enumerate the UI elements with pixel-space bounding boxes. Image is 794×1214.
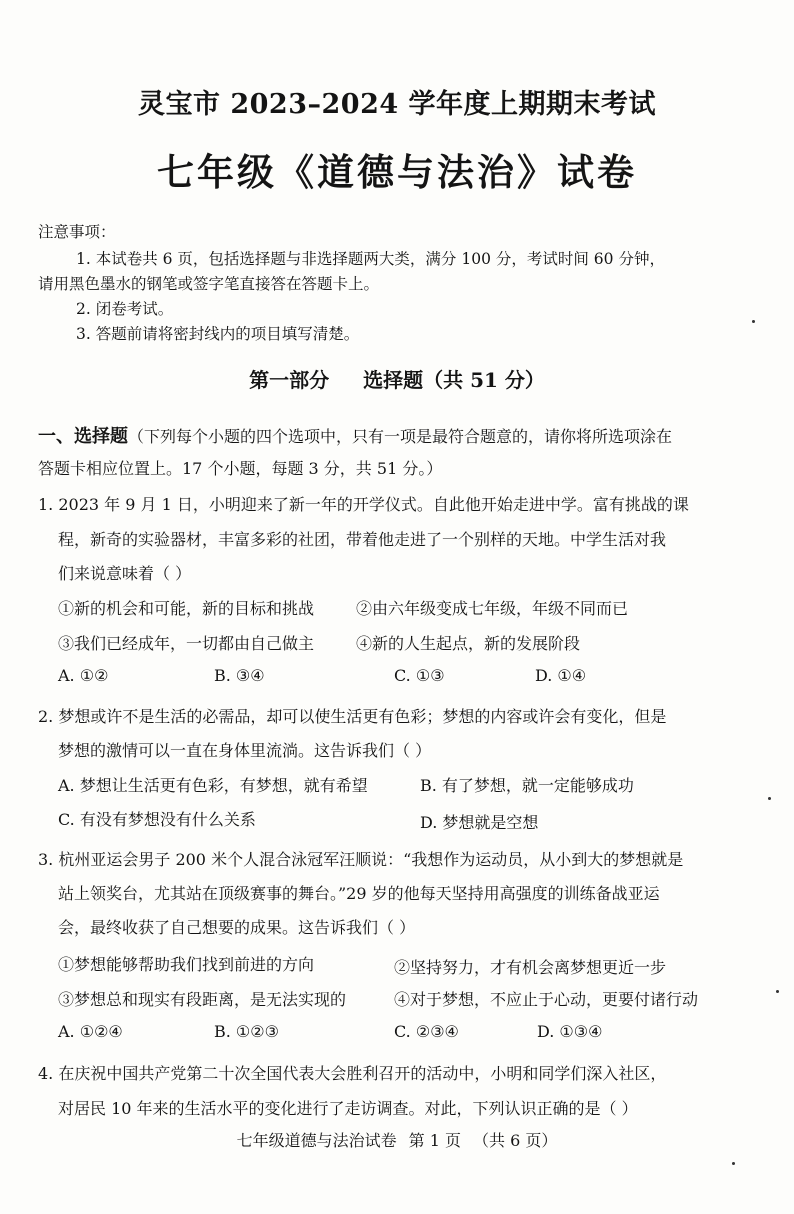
- q2-line-2: 梦想的激情可以一直在身体里流淌。这告诉我们（ ）: [58, 741, 432, 760]
- q2-option-c: C. 有没有梦想没有什么关系: [58, 810, 256, 829]
- q3-statement-4: ④对于梦想，不应止于心动，更要付诸行动: [394, 990, 699, 1009]
- q1-option-c: C. ①③: [394, 666, 445, 685]
- q3-option-d: D. ①③④: [537, 1022, 603, 1041]
- instructions-line-1: [38, 422, 672, 448]
- q3-option-c: C. ②③④: [394, 1022, 459, 1041]
- instructions-line-2: 答题卡相应位置上。17 个小题，每题 3 分，共 51 分。）: [38, 459, 443, 478]
- q3-statement-1: ①梦想能够帮助我们找到前进的方向: [58, 955, 315, 974]
- q3-statement-3: ③梦想总和现实有段距离，是无法实现的: [58, 990, 347, 1009]
- footer-page-number: 第 1 页: [408, 1131, 461, 1150]
- notice-item-2: 2. 闭卷考试。: [76, 300, 174, 318]
- notice-item-1-line-2: 请用黑色墨水的钢笔或签字笔直接答在答题卡上。: [38, 275, 380, 293]
- section-name: 选择题（共 51 分）: [363, 368, 545, 392]
- q1-statement-4: ④新的人生起点，新的发展阶段: [356, 634, 581, 653]
- q3-option-a: A. ①②④: [58, 1022, 123, 1041]
- q2-option-b: B. 有了梦想，就一定能够成功: [420, 776, 634, 795]
- q1-line-1: 1. 2023 年 9 月 1 日，小明迎来了新一年的开学仪式。自此他开始走进中学。富有挑战的课: [38, 495, 689, 514]
- section-part: 第一部分: [249, 368, 330, 392]
- q1-option-b: B. ③④: [214, 666, 265, 685]
- q3-line-3: 会，最终收获了自己想要的成果。这告诉我们（ ）: [58, 918, 416, 937]
- q2-option-d: D. 梦想就是空想: [420, 813, 539, 832]
- q3-statement-2: ②坚持努力，才有机会离梦想更近一步: [394, 958, 667, 977]
- section-heading: [0, 364, 794, 393]
- q3-line-1: 3. 杭州亚运会男子 200 米个人混合泳冠军汪顺说：“我想作为运动员，从小到大的梦想就是: [38, 850, 684, 869]
- scan-speck: [768, 797, 771, 800]
- q2-option-a: A. 梦想让生活更有色彩，有梦想，就有希望: [58, 776, 368, 795]
- q1-option-d: D. ①④: [535, 666, 587, 685]
- q4-line-2: 对居民 10 年来的生活水平的变化进行了走访调查。对此，下列认识正确的是（ ）: [58, 1099, 638, 1118]
- notice-heading: 注意事项：: [38, 223, 116, 241]
- scan-speck: [752, 320, 755, 323]
- q3-line-2: 站上领奖台，尤其站在顶级赛事的舞台。”29 岁的他每天坚持用高强度的训练备战亚运: [58, 884, 660, 903]
- instructions-text-1: （下列每个小题的四个选项中，只有一项是最符合题意的，请你将所选项涂在: [128, 427, 673, 446]
- q1-statement-1: ①新的机会和可能，新的目标和挑战: [58, 599, 315, 618]
- q1-option-a: A. ①②: [58, 666, 109, 685]
- q1-statement-3: ③我们已经成年，一切都由自己做主: [58, 634, 315, 653]
- q1-line-2: 程，新奇的实验器材，丰富多彩的社团，带着他走进了一个别样的天地。中学生活对我: [58, 530, 667, 549]
- notice-item-1-line-1: 1. 本试卷共 6 页，包括选择题与非选择题两大类，满分 100 分，考试时间 60 分钟，: [76, 250, 665, 268]
- q1-line-3: 们来说意味着（ ）: [58, 564, 192, 583]
- exam-title: 灵宝市 2023–2024 学年度上期期末考试: [137, 89, 657, 120]
- footer-subject: 七年级道德与法治试卷: [236, 1131, 397, 1150]
- scan-speck: [732, 1162, 735, 1165]
- page-footer: [0, 1128, 794, 1151]
- footer-total-pages: （共 6 页）: [473, 1131, 558, 1150]
- q3-option-b: B. ①②③: [214, 1022, 279, 1041]
- q4-line-1: 4. 在庆祝中国共产党第二十次全国代表大会胜利召开的活动中，小明和同学们深入社区，: [38, 1064, 667, 1083]
- notice-item-3: 3. 答题前请将密封线内的项目填写清楚。: [76, 325, 360, 343]
- q1-statement-2: ②由六年级变成七年级，年级不同而已: [356, 599, 629, 618]
- scan-speck: [776, 990, 779, 993]
- exam-subtitle: 七年级《道德与法治》试卷: [157, 150, 637, 194]
- q2-line-1: 2. 梦想或许不是生活的必需品，却可以使生活更有色彩；梦想的内容或许会有变化，但是: [38, 707, 667, 726]
- instructions-label: 一、选择题: [38, 426, 128, 447]
